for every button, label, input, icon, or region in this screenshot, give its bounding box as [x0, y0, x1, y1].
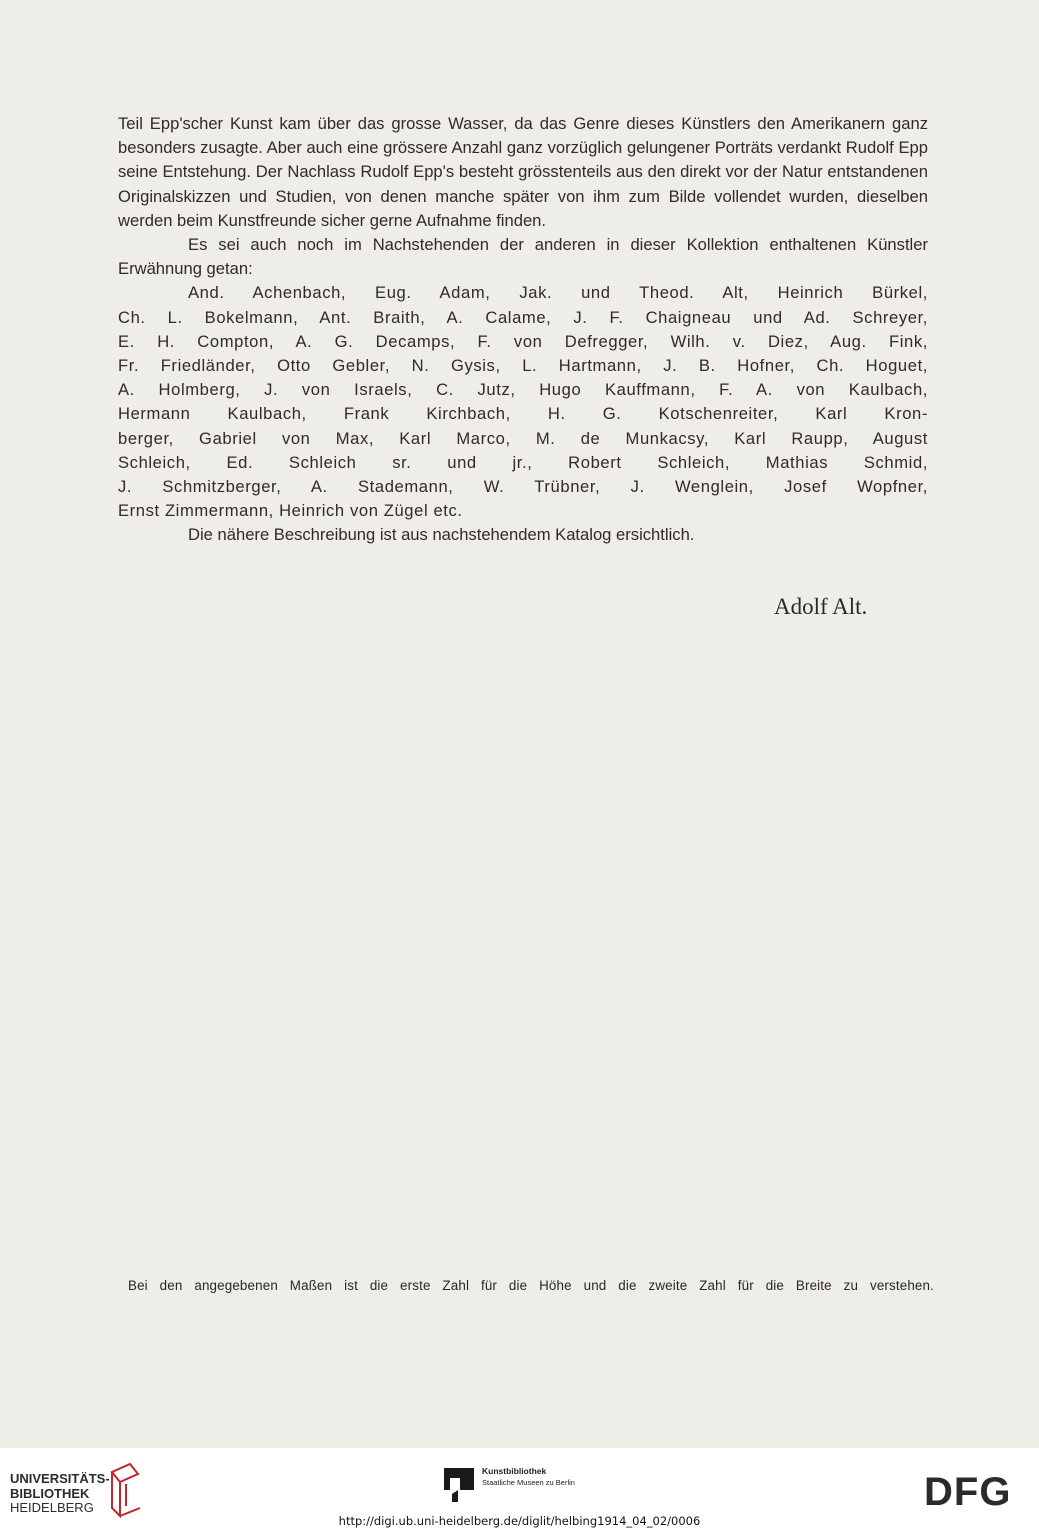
permalink-url[interactable]: http://digi.ub.uni-heidelberg.de/diglit/helbing1914_04_02/0006	[338, 1514, 701, 1528]
ub-line: UNIVERSITÄTS-	[10, 1471, 110, 1486]
artist-names-line: E. H. Compton, A. G. Decamps, F. von Defregger, Wilh. v. Diez, Aug. Fink,	[118, 331, 928, 351]
signature: Adolf Alt.	[774, 594, 868, 619]
ub-line: BIBLIOTHEK	[10, 1485, 90, 1501]
footnote: Bei den angegebenen Maßen ist die erste Zahl für die Höhe und die zweite Zahl für die Breite zu verstehen.	[128, 1278, 934, 1293]
ub-heidelberg-logo-icon	[104, 1462, 144, 1518]
dfg-logo: DFG	[924, 1470, 1012, 1514]
kunstbibliothek-logo-icon	[444, 1468, 474, 1502]
kb-line: Staatliche Museen zu Berlin	[482, 1478, 575, 1487]
artist-names-line: And. Achenbach, Eug. Adam, Jak. und Theod. Alt, Heinrich Bürkel,	[188, 283, 928, 303]
artist-names-line: A. Holmberg, J. von Israels, C. Jutz, Hugo Kauffmann, F. A. von Kaulbach,	[118, 380, 928, 400]
kb-line: Kunstbibliothek	[482, 1466, 547, 1476]
artist-names-line: Ch. L. Bokelmann, Ant. Braith, A. Calame, J. F. Chaigneau und Ad. Schreyer,	[118, 307, 928, 327]
paragraph-intro-artists: Es sei auch noch im Nachstehenden der anderen in dieser Kollektion enthaltenen Künstler Erwähnung getan:	[118, 235, 928, 279]
artist-names-line: Ernst Zimmermann, Heinrich von Zügel etc.	[118, 501, 463, 521]
kunstbibliothek-wordmark	[482, 1466, 575, 1488]
body-text	[118, 112, 928, 548]
artist-names-line: Fr. Friedländer, Otto Gebler, N. Gysis, L. Hartmann, J. B. Hofner, Ch. Hoguet,	[118, 356, 928, 376]
digitization-footer	[0, 1448, 1039, 1530]
paragraph-epp: Teil Epp'scher Kunst kam über das grosse Wasser, da das Genre dieses Künstlers den Amerikanern ganz besonders zusagte. Aber auch eine grössere Anzahl ganz vorzüglich gelungener Porträts verdankt Rudolf Epp seine Entstehung. Der Nachlass Rudolf Epp's besteht grösstenteils aus den direkt vor der Natur entstandenen Originalskizzen und Studien, von denen manche später von ihm zum Bilde vollendet wurden, dieselben werden beim Kunstfreunde sicher gerne Aufnahme finden.	[118, 114, 928, 230]
ub-line: HEIDELBERG	[10, 1500, 94, 1515]
artist-names-line: J. Schmitzberger, A. Stademann, W. Trübner, J. Wenglein, Josef Wopfner,	[118, 477, 928, 497]
artist-names-line: Hermann Kaulbach, Frank Kirchbach, H. G. Kotschenreiter, Karl Kron-	[118, 404, 928, 424]
artist-names-line: berger, Gabriel von Max, Karl Marco, M. de Munkacsy, Karl Raupp, August	[118, 428, 928, 448]
artist-names-line: Schleich, Ed. Schleich sr. und jr., Robert Schleich, Mathias Schmid,	[118, 452, 928, 472]
artist-names-list	[118, 281, 928, 523]
ub-heidelberg-wordmark	[10, 1472, 110, 1516]
paragraph-catalog-note: Die nähere Beschreibung ist aus nachstehendem Katalog ersichtlich.	[188, 525, 695, 545]
